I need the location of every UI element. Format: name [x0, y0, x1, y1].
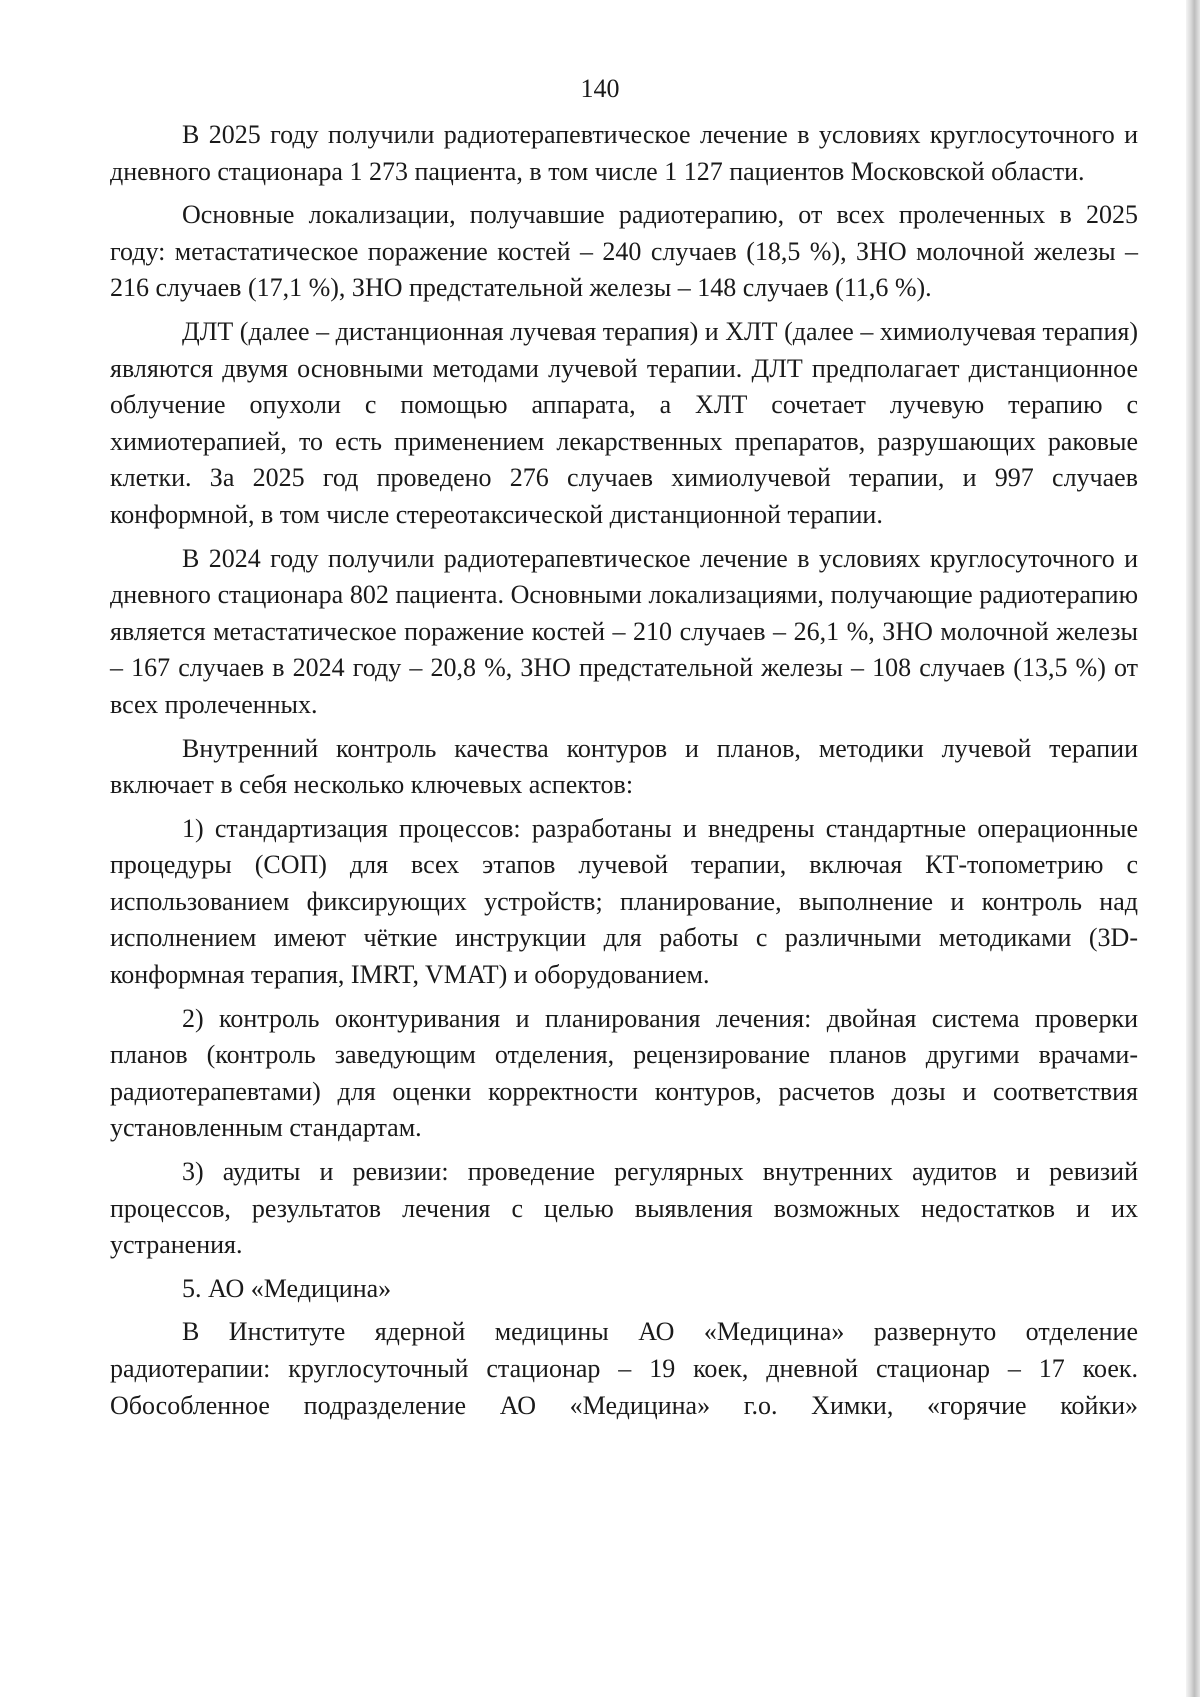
paragraph-2024-patients: В 2024 году получили радиотерапевтическое лечение в условиях круглосуточного и дневного стационара 802 пациента. Основными локализациями, получающие радиотерапию является метастатическое поражение костей – 210 случаев – 26,1 %, ЗНО молочной железы – 167 случаев в 2024 году – 20,8 %, ЗНО предстательной железы – 108 случаев (13,5 %) от всех пролеченных. [110, 543, 1138, 719]
section-heading-medicina: 5. АО «Медицина» [182, 1273, 392, 1303]
scan-edge [1186, 0, 1200, 1697]
paragraph-2025-localizations: Основные локализации, получавшие радиотерапию, от всех пролеченных в 2025 году: метастатическое поражение костей – 240 случаев (18,5 %), ЗНО молочной железы – 216 случаев (17,1 %), ЗНО предстательной железы – 148 случаев (11,6 %). [110, 200, 1138, 303]
list-item-standardization: 1) стандартизация процессов: разработаны и внедрены стандартные операционные процедуры (СОП) для всех этапов лучевой терапии, включая КТ-топометрию с использованием фиксирующих устройств; планирование, выполнение и контроль над исполнением имеют чёткие инструкции для работы с различными методиками (3D-конформная терапия, IMRT, VMAT) и оборудованием. [110, 813, 1138, 990]
document-body [110, 117, 1138, 1424]
list-item-contouring-control: 2) контроль оконтуривания и планирования лечения: двойная система проверки планов (контроль заведующим отделения, рецензирование планов другими врачами-радиотерапевтами) для оценки корректности контуров, расчетов дозы и соответствия установленным стандартам. [110, 1003, 1138, 1143]
paragraph-quality-control: Внутренний контроль качества контуров и планов, методики лучевой терапии включает в себя несколько ключевых аспектов: [110, 733, 1138, 800]
paragraph-dlt-hlt: ДЛТ (далее – дистанционная лучевая терапия) и ХЛТ (далее – химиолучевая терапия) являются двумя основными методами лучевой терапии. ДЛТ предполагает дистанционное облучение опухоли с помощью аппарата, а ХЛТ сочетает лучевую терапию с химиотерапией, то есть применением лекарственных препаратов, разрушающих раковые клетки. За 2025 год проведено 276 случаев химиолучевой терапии, и 997 случаев конформной, в том числе стереотаксической дистанционной терапии. [110, 316, 1138, 529]
paragraph-institute-nuclear-medicine: В Институте ядерной медицины АО «Медицина» развернуто отделение радиотерапии: круглосуточный стационар – 19 коек, дневной стационар – 17 коек. Обособленное подразделение АО «Медицина» г.о. Химки, «горячие койки» [110, 1317, 1138, 1420]
list-item-audits: 3) аудиты и ревизии: проведение регулярных внутренних аудитов и ревизий процессов, результатов лечения с целью выявления возможных недостатков и их устранения. [110, 1157, 1138, 1260]
page-number: 140 [580, 74, 620, 103]
paragraph-2025-patients: В 2025 году получили радиотерапевтическое лечение в условиях круглосуточного и дневного стационара 1 273 пациента, в том числе 1 127 пациентов Московской области. [110, 120, 1138, 186]
